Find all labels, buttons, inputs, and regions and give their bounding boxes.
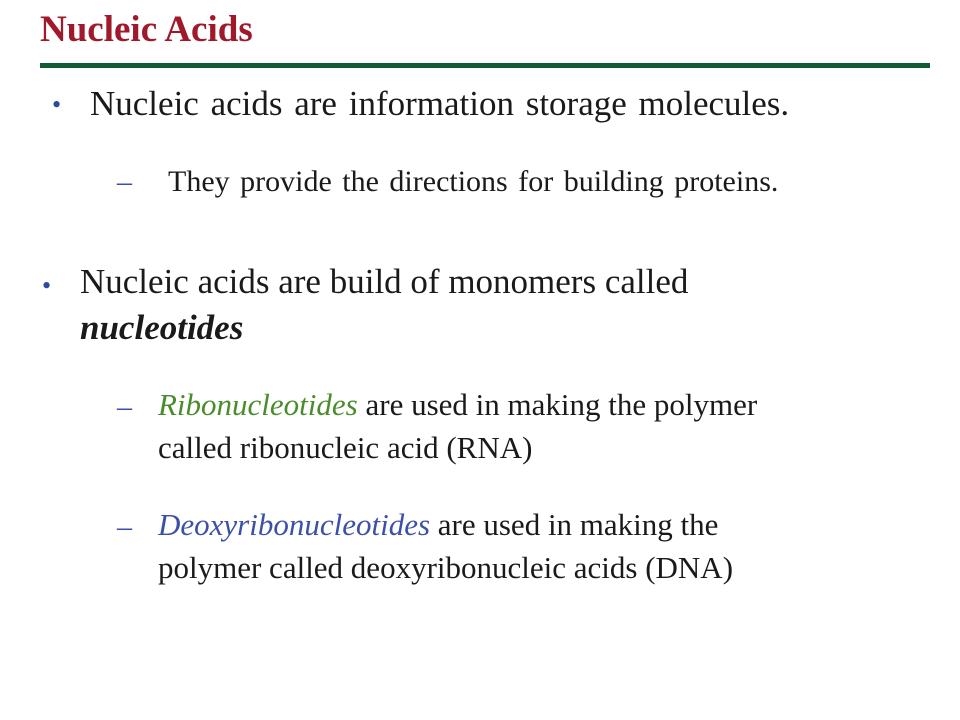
bullet-marker: • [52, 90, 62, 119]
sub-bullet-dna-line2: polymer called deoxyribonucleic acids (DNA) [158, 550, 734, 585]
bullet-text-monomers: Nucleic acids are build of monomers called [80, 262, 689, 301]
bullet-text-information-storage: Nucleic acids are information storage molecules. [90, 84, 790, 123]
dash-marker: – [117, 165, 132, 198]
sub-bullet-dna-text: are used in making the [430, 507, 719, 542]
term-deoxyribonucleotides: Deoxyribonucleotides [158, 507, 431, 542]
sub-bullet-rna [158, 386, 757, 423]
term-ribonucleotides: Ribonucleotides [158, 387, 358, 422]
title-rule [40, 63, 930, 68]
sub-bullet-text-directions: They provide the directions for building proteins. [168, 165, 779, 198]
bullet-text-nucleotides: nucleotides [80, 308, 244, 347]
sub-bullet-rna-text: are used in making the polymer [357, 387, 758, 422]
dash-marker: – [117, 510, 132, 543]
bullet-marker: • [42, 271, 52, 300]
dash-marker: – [117, 390, 132, 423]
slide-title: Nucleic Acids [40, 9, 253, 50]
sub-bullet-rna-line2: called ribonucleic acid (RNA) [158, 430, 533, 465]
sub-bullet-dna [158, 506, 718, 543]
